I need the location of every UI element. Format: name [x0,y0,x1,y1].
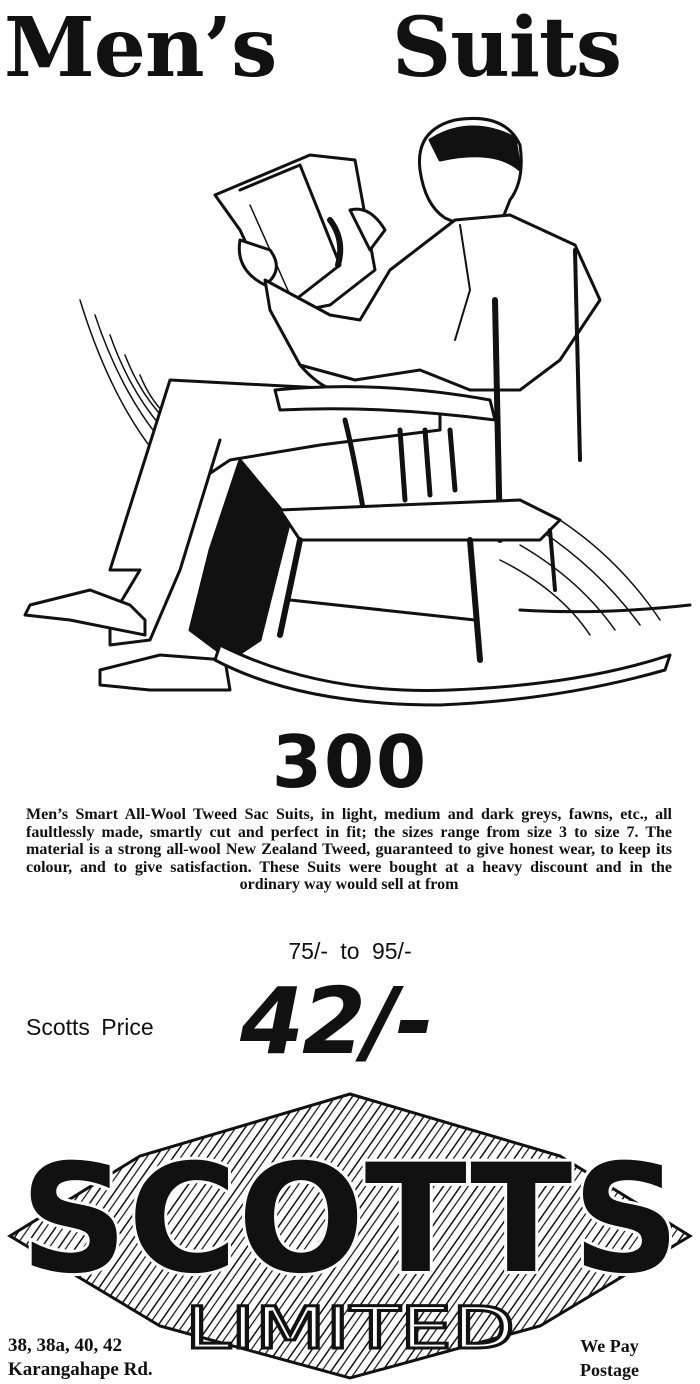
store-address [8,1334,153,1382]
headline-word-mens: Men’s [4,2,277,94]
headline [0,2,700,94]
man-reading-newspaper-in-rocking-chair-icon [0,100,700,710]
price-label: Scotts Price [26,1014,154,1040]
postage-line-2: Postage [580,1360,639,1380]
logo-suffix: LIMITED [185,1294,515,1362]
logo-name: SCOTTS [20,1133,680,1307]
product-description: Men’s Smart All-Wool Tweed Sac Suits, in light, medium and dark greys, fawns, etc., all faultlessly made, smartly cut and perfect in fit; the sizes range from size 3 to size 7. The material is a strong all-wool New Zealand Tweed, guaranteed to give honest wear, to keep its colour, and to give satisfaction. These Suits were bought at a heavy discount and in the ordinary way would sell at from [26,806,672,894]
price-value: 42/- [240,968,432,1075]
address-line-2: Karangahape Rd. [8,1359,153,1380]
address-line-1: 38, 38a, 40, 42 [8,1335,122,1356]
postage-line-1: We Pay [580,1336,639,1356]
headline-word-suits: Suits [392,2,622,94]
postage-note [580,1334,639,1382]
usual-price: 75/- to 95/- [288,938,412,964]
quantity-heading: 300 [271,720,429,804]
